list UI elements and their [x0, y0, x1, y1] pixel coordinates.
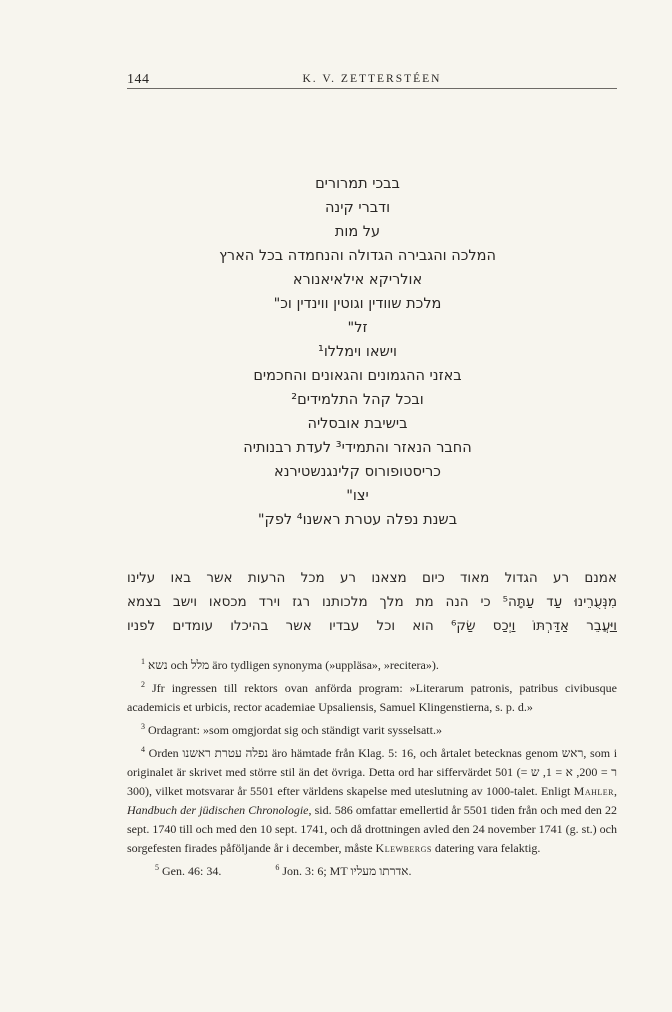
footnotes-5-6 — [127, 858, 617, 881]
hebrew-prose — [127, 566, 617, 638]
footnote-number: 2 — [141, 680, 145, 689]
footnote-text: Gen. 46: 34. — [162, 864, 222, 878]
footnote-text: äro tydligen synonyma (»uppläsa», »recitera»). — [212, 658, 439, 672]
poem-line: בשנת נפלה עטרת ראשנו⁴ לפק" — [257, 512, 458, 528]
footnote-text: Jfr ingressen till rektors ovan anförda program: »Literarum patronis, patribus civibusque academicis et urbicis, rector academiae Upsaliensis, Samuel Klingenstierna, s. p. d.» — [127, 681, 618, 714]
poem-line: וישאו וימללו¹ — [317, 344, 398, 360]
hebrew-word: ראש — [561, 746, 584, 760]
page-number: 144 — [127, 72, 150, 87]
running-head: K. V. ZETTERSTÉEN — [302, 73, 442, 85]
footnote-text: , sid. 586 omfattar emellertid år 5501 tiden från och med den 22 sept. 1740 till och med den 10 sept. 1741, och då drottningen avled den 24 november 1741 (g. st.) och sorgefesten firades påföljande år i december, måste — [127, 803, 617, 855]
poem-line: יצו" — [346, 488, 369, 504]
footnotes — [127, 652, 617, 881]
footnote-5 — [141, 858, 221, 881]
footnote-2 — [127, 675, 617, 717]
footnote-text: , — [614, 784, 617, 798]
footnote-number: 1 — [141, 657, 145, 666]
poem-line: בבכי תמרורים — [315, 176, 400, 192]
footnote-6 — [261, 858, 411, 881]
poem-line: החבר הנאזר והתמידי³ לעדת רבנותיה — [243, 440, 472, 456]
poem-line: בישיבת אובסליה — [307, 416, 408, 432]
poem-line: מלכת שוודין וגוטין ווינדין וכ" — [273, 296, 442, 312]
prose-line: אמנם רע הגדול מאוד כיום מצאנו רע מכל הרעות אשר באו עלינו — [127, 570, 617, 586]
footnote-number: 4 — [141, 745, 145, 754]
page-header — [127, 72, 617, 89]
poem-line: ודברי קינה — [324, 200, 391, 216]
footnote-1 — [127, 652, 617, 675]
footnote-text: Jon. 3: 6; MT — [282, 864, 348, 878]
poem-line: זל" — [347, 320, 368, 336]
book-title: Handbuch der jüdischen Chronologie — [127, 803, 309, 817]
footnote-text: och — [170, 658, 188, 672]
footnote-text: Orden — [148, 746, 179, 760]
poem-line: על מות — [334, 224, 381, 240]
footnote-number: 5 — [155, 863, 159, 872]
footnote-text: Ordagrant: »som omgjordat sig och ständigt varit sysselsatt.» — [148, 723, 442, 737]
footnote-4 — [127, 740, 617, 858]
footnote-text: , som i originalet är skrivet med större stil än det övriga. Detta ord har siffervärdet 501 (ר = 200, א = 1, ש = 300), vilket motsvarar år 5501 efter världens skapelse med uteslutning av 1000-talet. Enligt — [127, 746, 618, 798]
prose-line: וַיַּעֲבֵר אַדַּרְתּוֹ וַיְכַס שַׂק⁶ הוא וכל עבדיו אשר בהיכלו עומדים לפניו — [127, 618, 617, 634]
poem-line: אולריקא אילאיאנורא — [292, 272, 423, 288]
poem-line: ובכל קהל התלמידים² — [291, 392, 424, 408]
footnote-text: datering vara felaktig. — [434, 841, 541, 855]
footnote-text: äro hämtade från Klag. 5: 16, och årtalet betecknas genom — [271, 746, 559, 760]
hebrew-phrase: נפלה עטרת ראשנו — [182, 746, 269, 760]
person-name: Klewbergs — [375, 841, 432, 855]
poem-line: באזני ההגמונים והגאונים והחכמים — [253, 368, 462, 384]
hebrew-word: מלל — [190, 658, 210, 672]
poem-line: המלכה והגבירה הגדולה והנחמדה בכל הארץ — [219, 248, 496, 264]
hebrew-title-poem — [150, 172, 565, 532]
footnote-3 — [127, 717, 617, 740]
author-name: Mahler — [573, 784, 614, 798]
prose-line: מִנְּעֻרֵינוּ עַד עַתָּה⁵ כי הנה מת מלך מלכותנו רגז וירד מכסאו וישב בצמא — [127, 594, 617, 610]
poem-line: כריסטופורוס קלינגנשטירנא — [274, 464, 441, 480]
hebrew-word: נשא — [148, 658, 168, 672]
footnote-number: 3 — [141, 722, 145, 731]
footnote-number: 6 — [275, 863, 280, 872]
hebrew-phrase: אדרתו מעליו. — [350, 864, 412, 878]
